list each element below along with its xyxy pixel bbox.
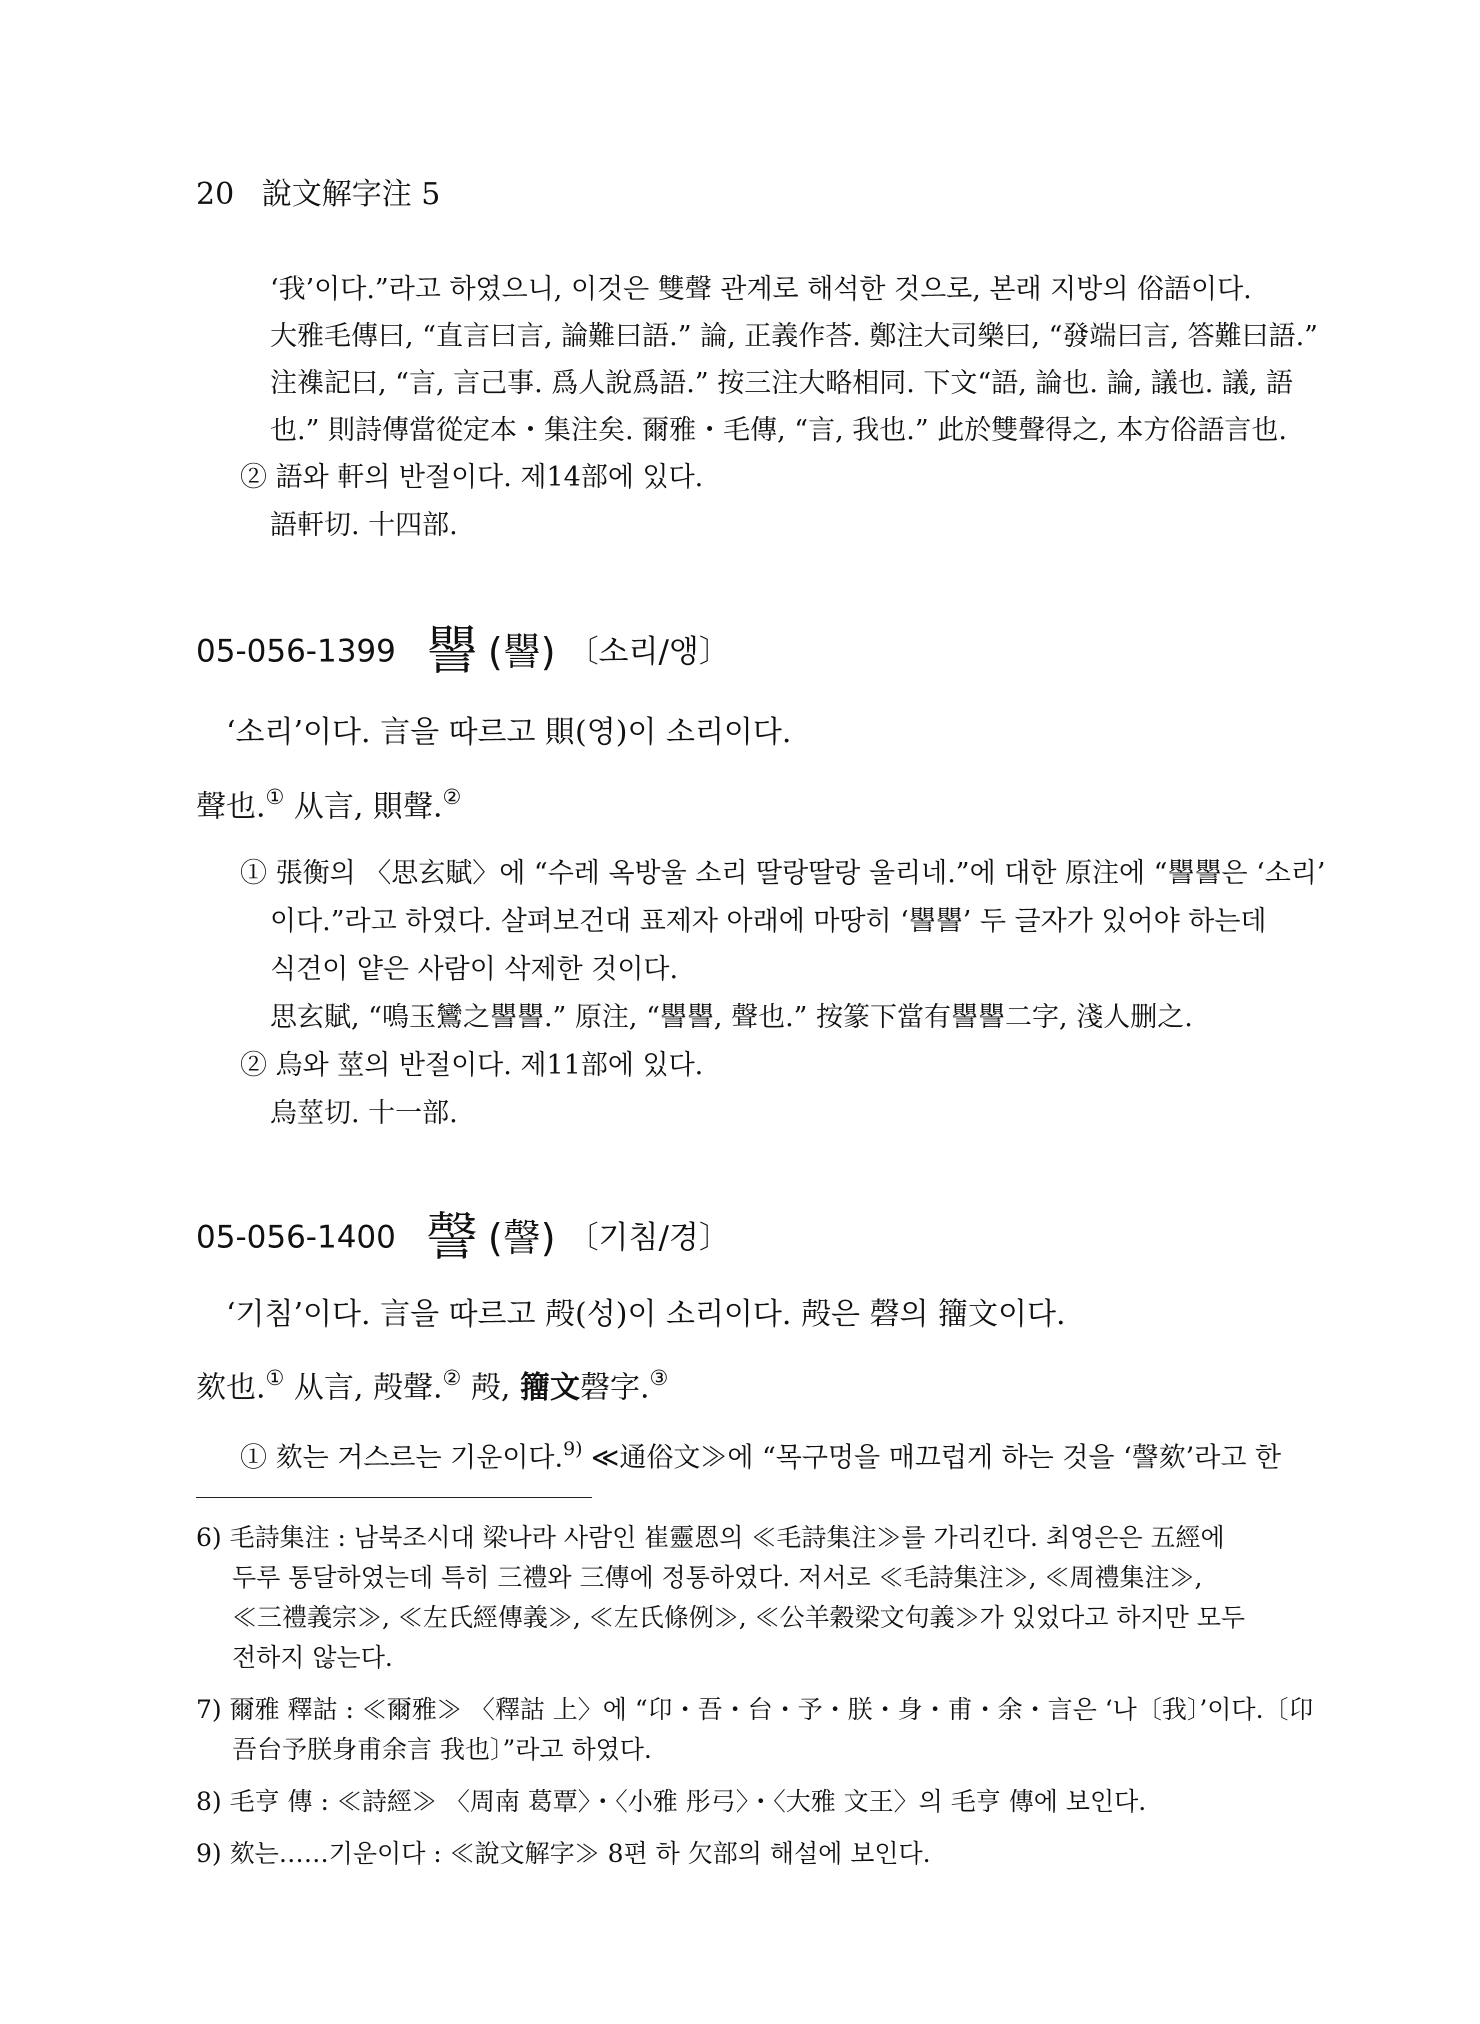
entry-gloss: 〔기침/경〕 [567, 1219, 730, 1256]
note-line: 語軒切. 十四部. [270, 510, 458, 541]
source-segment: 籒文 [519, 1370, 580, 1406]
source-segment: 从言, 殸聲. [284, 1370, 443, 1406]
note-segment: ① 欬는 거스르는 기운이다. [240, 1442, 564, 1474]
footnote-line: 7) 爾雅 釋詁 : ≪爾雅≫ 〈釋詁 上〉에 “卬・吾・台・予・朕・身・甫・余・言은 ‘나〔我〕’이다.〔卬 [196, 1695, 1314, 1724]
source-segment: 从言, 賏聲. [284, 789, 443, 825]
note-line: 大雅毛傳曰, “直言曰言, 論難曰語.” 論, 正義作荅. 鄭注大司樂曰, “發端曰言, 答難曰語.” [270, 321, 1318, 352]
note-segment: ≪通俗文≫에 “목구멍을 매끄럽게 하는 것을 ‘謦欬’라고 한 [582, 1442, 1282, 1474]
source-segment: 聲也. [196, 789, 266, 825]
note-line [240, 1438, 1282, 1474]
footnote-line: 전하지 않는다. [232, 1643, 393, 1672]
source-text [196, 787, 461, 823]
footnote-line: 吾台予朕身甫余言 我也〕”라고 하였다. [232, 1735, 652, 1764]
headword: (譻) [487, 630, 556, 674]
note-marker: ① [265, 785, 285, 809]
note-marker: ② [442, 1366, 462, 1390]
running-header [196, 177, 441, 212]
footnote-line: ≪三禮義宗≫, ≪左氏經傳義≫, ≪左氏條例≫, ≪公羊穀梁文句義≫가 있었다고 하지만 모두 [232, 1603, 1246, 1632]
translation: ‘기침’이다. 言을 따르고 殸(성)이 소리이다. 殸은 磬의 籒文이다. [226, 1297, 1066, 1332]
note-line: 이다.”라고 하였다. 살펴보건대 표제자 아래에 마땅히 ‘譻譻’ 두 글자가 있어야 하는데 [270, 906, 1267, 937]
footnote-line: 8) 毛亨 傳 : ≪詩經≫ 〈周南 葛覃〉・〈小雅 彤弓〉・〈大雅 文王〉의 毛亨 傳에 보인다. [196, 1787, 1147, 1816]
note-line: 也.” 則詩傳當從定本・集注矣. 爾雅・毛傳, “言, 我也.” 此於雙聲得之, 本方俗語言也. [270, 415, 1287, 446]
source-segment: 磬字. [579, 1370, 650, 1406]
seal-script-glyph: 譻 [425, 622, 478, 682]
entry-gloss: 〔소리/앵〕 [567, 633, 730, 670]
headword: (謦) [487, 1216, 556, 1260]
note-marker: ② [442, 785, 462, 809]
note-marker: ③ [649, 1366, 669, 1390]
note-line: ② 烏와 莖의 반절이다. 제11部에 있다. [240, 1050, 704, 1081]
note-line: 식견이 얕은 사람이 삭제한 것이다. [270, 954, 679, 985]
note-line: 注襍記曰, “言, 言己事. 爲人說爲語.” 按三注大略相同. 下文“語, 論也. 論, 議也. 議, 語 [270, 368, 1294, 399]
entry-title [196, 1208, 730, 1268]
book-title: 說文解字注 5 [261, 177, 441, 212]
note-line: 烏莖切. 十一部. [270, 1098, 458, 1129]
note-line: ① 張衡의 〈思玄賦〉에 “수레 옥방울 소리 딸랑딸랑 울리네.”에 대한 原注에 “譻譻은 ‘소리’ [240, 858, 1326, 889]
source-segment: 欬也. [196, 1370, 266, 1406]
footnote-rule [196, 1497, 592, 1498]
footnote-line: 두루 통달하였는데 특히 三禮와 三傳에 정통하였다. 저서로 ≪毛詩集注≫, ≪周禮集注≫, [232, 1563, 1203, 1592]
note-line: 思玄賦, “鳴玉鸞之譻譻.” 原注, “譻譻, 聲也.” 按篆下當有譻譻二字, 淺人删之. [270, 1002, 1193, 1033]
note-marker: ① [265, 1366, 285, 1390]
entry-id: 05-056-1400 [196, 1219, 396, 1256]
footnote-line: 6) 毛詩集注 : 남북조시대 梁나라 사람인 崔靈恩의 ≪毛詩集注≫를 가리킨다. 최영은은 五經에 [196, 1523, 1225, 1552]
page-number: 20 [196, 177, 235, 212]
footnote-marker: 9) [563, 1438, 583, 1460]
source-text [196, 1368, 668, 1404]
translation: ‘소리’이다. 言을 따르고 賏(영)이 소리이다. [226, 715, 792, 750]
seal-script-glyph: 謦 [425, 1208, 478, 1268]
entry-title [196, 622, 730, 682]
footnote-line: 9) 欬는……기운이다 : ≪說文解字≫ 8편 하 欠部의 해설에 보인다. [196, 1839, 931, 1868]
note-line: ② 語와 軒의 반절이다. 제14部에 있다. [240, 462, 704, 493]
note-line: ‘我’이다.”라고 하였으니, 이것은 雙聲 관계로 해석한 것으로, 본래 지방의 俗語이다. [270, 274, 1252, 305]
source-segment: 殸, [461, 1370, 520, 1406]
entry-id: 05-056-1399 [196, 633, 396, 670]
